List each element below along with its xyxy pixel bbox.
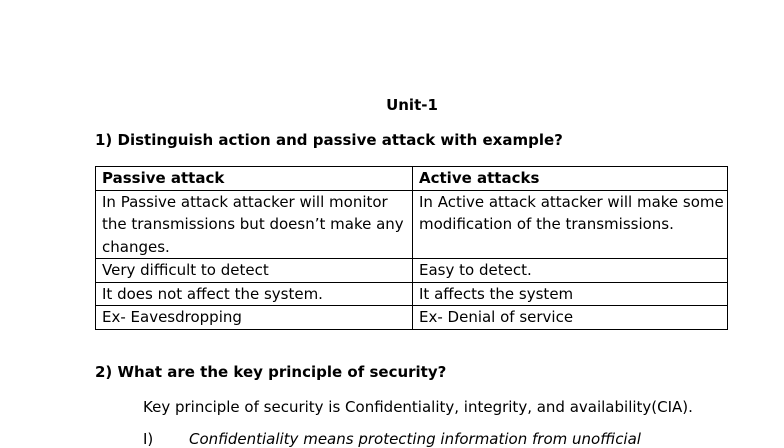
question-1: 1) Distinguish action and passive attack with example? [95,131,563,149]
table-cell: Ex- Denial of service [413,306,728,330]
table-cell: In Passive attack attacker will monitor the transmissions but doesn’t make any changes. [96,190,413,259]
table-cell: It does not affect the system. [96,282,413,306]
table-header-row [96,167,728,191]
table-header-active: Active attacks [413,167,728,191]
list-item-text: Confidentiality means protecting information from unofficial [189,430,641,448]
table-cell: Very difficult to detect [96,259,413,283]
table-header-passive: Passive attack [96,167,413,191]
table-cell: It affects the system [413,282,728,306]
table-row [96,282,728,306]
list-item-number: I) [143,430,154,448]
answer-text: Key principle of security is Confidentiality, integrity, and availability(CIA). [143,398,693,416]
page-title: Unit-1 [386,96,438,114]
comparison-table [95,166,728,330]
table-row [96,306,728,330]
question-2: 2) What are the key principle of security? [95,363,447,381]
table-row [96,190,728,259]
table-cell: In Active attack attacker will make some modification of the transmissions. [413,190,728,259]
table-cell: Easy to detect. [413,259,728,283]
table-cell: Ex- Eavesdropping [96,306,413,330]
table-row [96,259,728,283]
